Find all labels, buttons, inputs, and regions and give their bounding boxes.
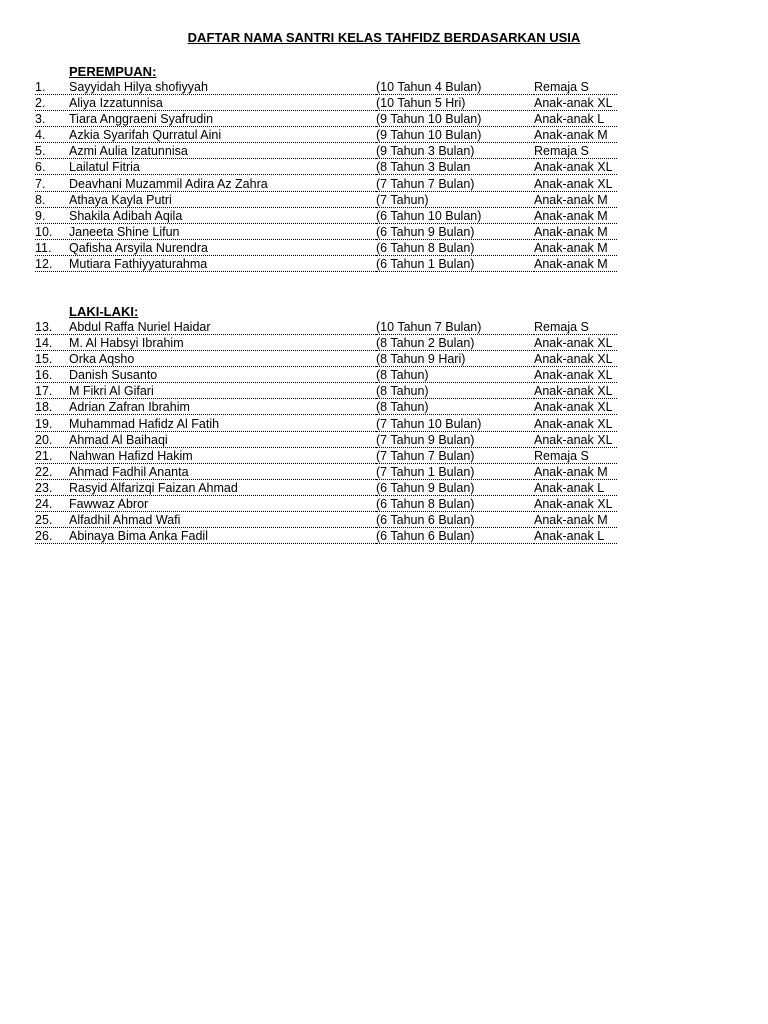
student-row	[0, 159, 768, 175]
student-row	[0, 143, 768, 159]
student-category: Anak-anak XL	[534, 335, 617, 351]
row-number: 25.	[35, 512, 68, 528]
row-number: 6.	[35, 159, 68, 175]
student-row	[0, 383, 768, 399]
student-age: (10 Tahun 4 Bulan)	[376, 79, 534, 95]
student-age: (9 Tahun 10 Bulan)	[376, 127, 534, 143]
student-age: (7 Tahun 9 Bulan)	[376, 432, 534, 448]
student-name: Orka Aqsho	[69, 351, 376, 367]
document-title: DAFTAR NAMA SANTRI KELAS TAHFIDZ BERDASARKAN USIA	[187, 30, 581, 45]
row-number: 12.	[35, 256, 68, 272]
student-row	[0, 95, 768, 111]
student-age: (9 Tahun 10 Bulan)	[376, 111, 534, 127]
student-row	[0, 208, 768, 224]
student-name: Muhammad Hafidz Al Fatih	[69, 416, 376, 432]
student-row	[0, 240, 768, 256]
row-number: 21.	[35, 448, 68, 464]
student-age: (7 Tahun 7 Bulan)	[376, 176, 534, 192]
row-number: 11.	[35, 240, 68, 256]
row-number: 14.	[35, 335, 68, 351]
row-number: 20.	[35, 432, 68, 448]
student-category: Anak-anak M	[534, 464, 617, 480]
student-age: (6 Tahun 1 Bulan)	[376, 256, 534, 272]
student-category: Anak-anak XL	[534, 95, 617, 111]
row-number: 10.	[35, 224, 68, 240]
student-age: (6 Tahun 9 Bulan)	[376, 224, 534, 240]
student-age: (8 Tahun)	[376, 399, 534, 415]
row-number: 13.	[35, 319, 68, 335]
student-age: (6 Tahun 8 Bulan)	[376, 240, 534, 256]
student-name: Abdul Raffa Nuriel Haidar	[69, 319, 376, 335]
student-age: (10 Tahun 7 Bulan)	[376, 319, 534, 335]
student-age: (7 Tahun)	[376, 192, 534, 208]
student-name: Deavhani Muzammil Adira Az Zahra	[69, 176, 376, 192]
student-row	[0, 224, 768, 240]
student-name: Aliya Izzatunnisa	[69, 95, 376, 111]
student-category: Anak-anak XL	[534, 399, 617, 415]
student-age: (6 Tahun 6 Bulan)	[376, 528, 534, 544]
section-label-perempuan: PEREMPUAN:	[69, 64, 157, 79]
student-age: (10 Tahun 5 Hri)	[376, 95, 534, 111]
student-row	[0, 448, 768, 464]
student-age: (6 Tahun 9 Bulan)	[376, 480, 534, 496]
student-category: Remaja S	[534, 79, 617, 95]
student-age: (7 Tahun 10 Bulan)	[376, 416, 534, 432]
student-row	[0, 367, 768, 383]
student-category: Anak-anak M	[534, 208, 617, 224]
student-row	[0, 480, 768, 496]
section-label-laki-laki: LAKI-LAKI:	[69, 304, 139, 319]
row-number: 2.	[35, 95, 68, 111]
student-row	[0, 528, 768, 544]
student-category: Anak-anak M	[534, 512, 617, 528]
student-category: Anak-anak M	[534, 256, 617, 272]
student-row	[0, 335, 768, 351]
student-row	[0, 176, 768, 192]
student-name: Azmi Aulia Izatunnisa	[69, 143, 376, 159]
student-age: (8 Tahun)	[376, 383, 534, 399]
student-age: (8 Tahun 9 Hari)	[376, 351, 534, 367]
student-row	[0, 512, 768, 528]
student-age: (8 Tahun 2 Bulan)	[376, 335, 534, 351]
student-name: Danish Susanto	[69, 367, 376, 383]
student-row	[0, 79, 768, 95]
student-row	[0, 464, 768, 480]
student-name: Lailatul Fitria	[69, 159, 376, 175]
student-row	[0, 111, 768, 127]
row-number: 8.	[35, 192, 68, 208]
student-age: (9 Tahun 3 Bulan)	[376, 143, 534, 159]
student-category: Anak-anak XL	[534, 367, 617, 383]
student-age: (7 Tahun 7 Bulan)	[376, 448, 534, 464]
student-name: Tiara Anggraeni Syafrudin	[69, 111, 376, 127]
student-list-perempuan	[0, 79, 768, 272]
student-category: Anak-anak XL	[534, 383, 617, 399]
student-name: Adrian Zafran Ibrahim	[69, 399, 376, 415]
student-age: (8 Tahun)	[376, 367, 534, 383]
student-category: Anak-anak XL	[534, 496, 617, 512]
student-name: Ahmad Fadhil Ananta	[69, 464, 376, 480]
row-number: 1.	[35, 79, 68, 95]
student-list-laki-laki	[0, 319, 768, 544]
row-number: 19.	[35, 416, 68, 432]
student-row	[0, 351, 768, 367]
student-age: (6 Tahun 8 Bulan)	[376, 496, 534, 512]
row-number: 3.	[35, 111, 68, 127]
row-number: 9.	[35, 208, 68, 224]
student-category: Anak-anak L	[534, 111, 617, 127]
student-name: M. Al Habsyi Ibrahim	[69, 335, 376, 351]
student-age: (8 Tahun 3 Bulan	[376, 159, 534, 175]
row-number: 7.	[35, 176, 68, 192]
student-category: Anak-anak M	[534, 127, 617, 143]
student-name: Alfadhil Ahmad Wafi	[69, 512, 376, 528]
student-category: Remaja S	[534, 319, 617, 335]
student-category: Anak-anak L	[534, 528, 617, 544]
student-name: Azkia Syarifah Qurratul Aini	[69, 127, 376, 143]
student-category: Anak-anak L	[534, 480, 617, 496]
student-name: Fawwaz Abror	[69, 496, 376, 512]
student-row	[0, 399, 768, 415]
student-name: Sayyidah Hilya shofiyyah	[69, 79, 376, 95]
student-category: Anak-anak M	[534, 224, 617, 240]
student-category: Anak-anak XL	[534, 159, 617, 175]
student-age: (6 Tahun 10 Bulan)	[376, 208, 534, 224]
student-name: Janeeta Shine Lifun	[69, 224, 376, 240]
student-name: Mutiara Fathiyyaturahma	[69, 256, 376, 272]
student-name: Qafisha Arsyila Nurendra	[69, 240, 376, 256]
student-row	[0, 319, 768, 335]
row-number: 17.	[35, 383, 68, 399]
row-number: 23.	[35, 480, 68, 496]
student-row	[0, 432, 768, 448]
student-category: Anak-anak M	[534, 192, 617, 208]
row-number: 24.	[35, 496, 68, 512]
student-age: (7 Tahun 1 Bulan)	[376, 464, 534, 480]
student-name: Abinaya Bima Anka Fadil	[69, 528, 376, 544]
student-name: Nahwan Hafizd Hakim	[69, 448, 376, 464]
student-row	[0, 127, 768, 143]
student-category: Remaja S	[534, 143, 617, 159]
student-name: Shakila Adibah Aqila	[69, 208, 376, 224]
student-category: Remaja S	[534, 448, 617, 464]
row-number: 5.	[35, 143, 68, 159]
row-number: 4.	[35, 127, 68, 143]
student-category: Anak-anak XL	[534, 176, 617, 192]
student-row	[0, 496, 768, 512]
student-category: Anak-anak XL	[534, 416, 617, 432]
student-name: Rasyid Alfarizqi Faizan Ahmad	[69, 480, 376, 496]
student-name: M Fikri Al Gifari	[69, 383, 376, 399]
student-name: Athaya Kayla Putri	[69, 192, 376, 208]
student-row	[0, 416, 768, 432]
row-number: 26.	[35, 528, 68, 544]
student-age: (6 Tahun 6 Bulan)	[376, 512, 534, 528]
student-category: Anak-anak M	[534, 240, 617, 256]
row-number: 22.	[35, 464, 68, 480]
student-row	[0, 192, 768, 208]
row-number: 16.	[35, 367, 68, 383]
student-name: Ahmad Al Baihaqi	[69, 432, 376, 448]
student-category: Anak-anak XL	[534, 351, 617, 367]
student-category: Anak-anak XL	[534, 432, 617, 448]
student-row	[0, 256, 768, 272]
row-number: 18.	[35, 399, 68, 415]
row-number: 15.	[35, 351, 68, 367]
